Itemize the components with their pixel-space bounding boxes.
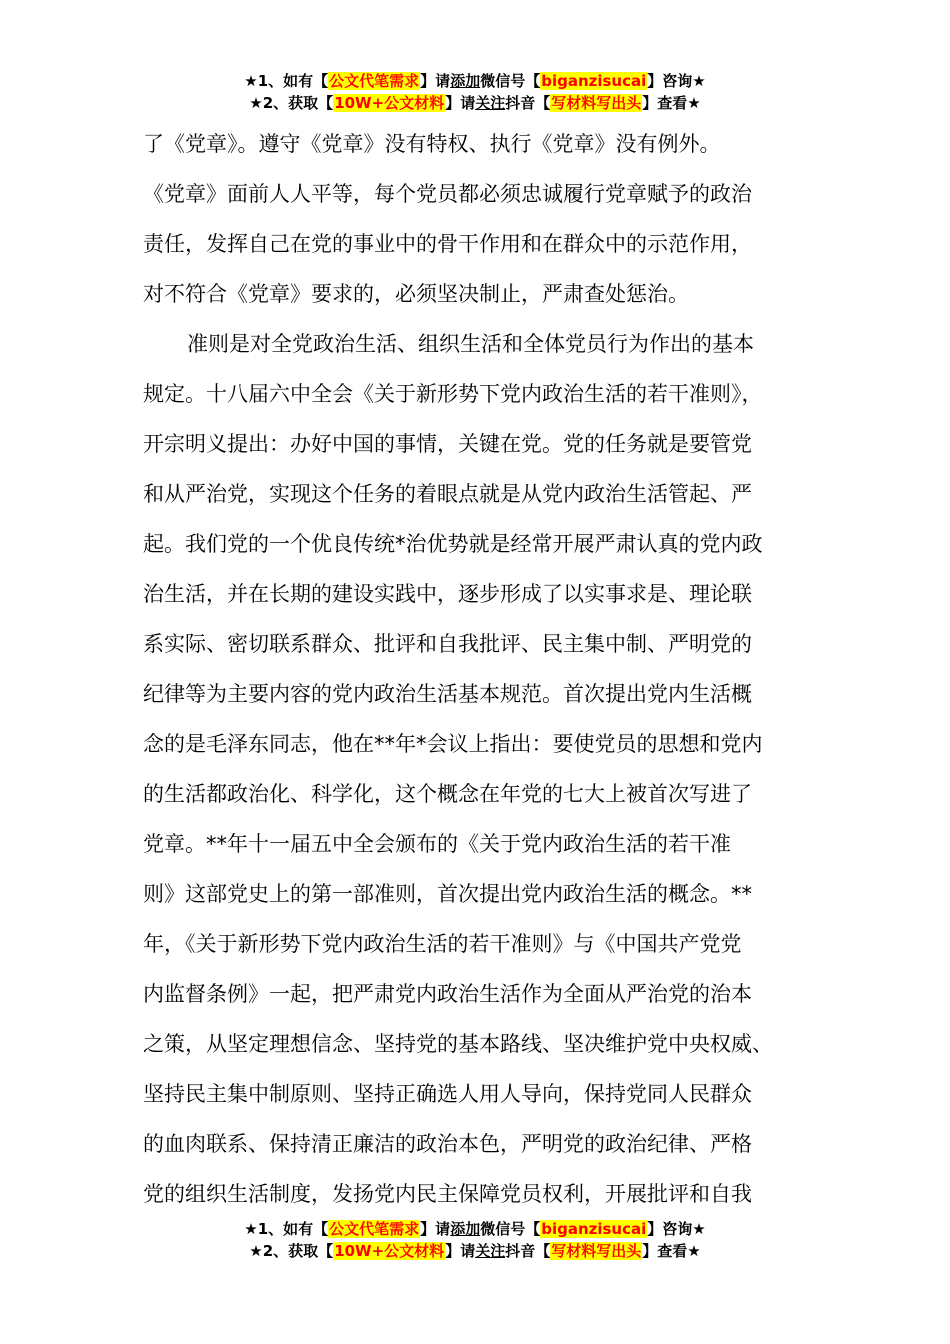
body-line: 系实际、密切联系群众、批评和自我批评、民主集中制、严明党的 — [143, 632, 752, 656]
document-body — [143, 119, 833, 1219]
banner-line-2 — [0, 1240, 950, 1262]
body-line: 的生活都政治化、科学化，这个概念在年党的七大上被首次写进了 — [143, 782, 752, 806]
body-line: 年，《关于新形势下党内政治生活的若干准则》与《中国共产党党 — [143, 932, 742, 956]
banner-text: ★1、如有【 — [244, 72, 329, 90]
banner-line-1 — [0, 1218, 950, 1240]
body-line: 《党章》面前人人平等，每个党员都必须忠诚履行党章赋予的政治 — [143, 182, 752, 206]
banner-text: ★2、获取【 — [249, 94, 334, 112]
header-banner — [0, 70, 950, 114]
footer-banner — [0, 1218, 950, 1262]
body-line: 了《党章》。遵守《党章》没有特权、执行《党章》没有例外。 — [143, 132, 721, 156]
body-line: 则》这部党史上的第一部准则，首次提出党内政治生活的概念。** — [143, 882, 752, 906]
body-line: 纪律等为主要内容的党内政治生活基本规范。首次提出党内生活概 — [143, 682, 752, 706]
emphasis-text: 关注 — [475, 94, 506, 112]
body-line: 对不符合《党章》要求的，必须坚决制止，严肃查处惩治。 — [143, 282, 689, 306]
body-line: 的血肉联系、保持清正廉洁的政治本色，严明党的政治纪律、严格 — [143, 1132, 752, 1156]
body-line: 念的是毛泽东同志，他在**年*会议上指出：要使党员的思想和党内 — [143, 732, 763, 756]
body-line: 党的组织生活制度，发扬党内民主保障党员权利，开展批评和自我 — [143, 1182, 752, 1206]
emphasis-text: 添加 — [450, 72, 481, 90]
banner-text: 】请 — [445, 94, 476, 112]
banner-text: 】请 — [445, 1242, 476, 1260]
body-line: 内监督条例》一起，把严肃党内政治生活作为全面从严治党的治本 — [143, 982, 752, 1006]
body-line: 党章。**年十一届五中全会颁布的《关于党内政治生活的若干准 — [143, 832, 731, 856]
highlight-text: 10W+公文材料 — [334, 1242, 445, 1260]
banner-line-2 — [0, 92, 950, 114]
wechat-id: biganzisucai — [541, 1220, 647, 1238]
wechat-id: biganzisucai — [541, 72, 647, 90]
body-line: 规定。十八届六中全会《关于新形势下党内政治生活的若干准则》， — [143, 382, 763, 406]
body-line: 之策，从坚定理想信念、坚持党的基本路线、坚决维护党中央权威、 — [143, 1032, 773, 1056]
emphasis-text: 添加 — [450, 1220, 481, 1238]
body-line: 开宗明义提出：办好中国的事情，关键在党。党的任务就是要管党 — [143, 432, 752, 456]
paragraph-start-line: 准则是对全党政治生活、组织生活和全体党员行为作出的基本 — [187, 332, 754, 356]
body-line: 和从严治党，实现这个任务的着眼点就是从党内政治生活管起、严 — [143, 482, 752, 506]
banner-text: 抖音【 — [505, 1242, 551, 1260]
body-line: 起。我们党的一个优良传统*治优势就是经常开展严肃认真的党内政 — [143, 532, 763, 556]
banner-text: 】请 — [420, 72, 451, 90]
highlight-text: 10W+公文材料 — [334, 94, 445, 112]
douyin-account: 写材料写出头 — [551, 1242, 642, 1260]
banner-text: 】查看★ — [642, 94, 701, 112]
highlight-text: 公文代笔需求 — [329, 1220, 420, 1238]
banner-text: 】请 — [420, 1220, 451, 1238]
body-line: 责任，发挥自己在党的事业中的骨干作用和在群众中的示范作用， — [143, 232, 752, 256]
body-line: 坚持民主集中制原则、坚持正确选人用人导向，保持党同人民群众 — [143, 1082, 752, 1106]
body-line: 治生活，并在长期的建设实践中，逐步形成了以实事求是、理论联 — [143, 582, 752, 606]
douyin-account: 写材料写出头 — [551, 94, 642, 112]
highlight-text: 公文代笔需求 — [329, 72, 420, 90]
banner-line-1 — [0, 70, 950, 92]
banner-text: 】查看★ — [642, 1242, 701, 1260]
banner-text: ★1、如有【 — [244, 1220, 329, 1238]
emphasis-text: 关注 — [475, 1242, 506, 1260]
banner-text: 】咨询★ — [647, 72, 706, 90]
banner-text: 微信号【 — [480, 1220, 541, 1238]
banner-text: 微信号【 — [480, 72, 541, 90]
banner-text: 】咨询★ — [647, 1220, 706, 1238]
banner-text: ★2、获取【 — [249, 1242, 334, 1260]
banner-text: 抖音【 — [505, 94, 551, 112]
